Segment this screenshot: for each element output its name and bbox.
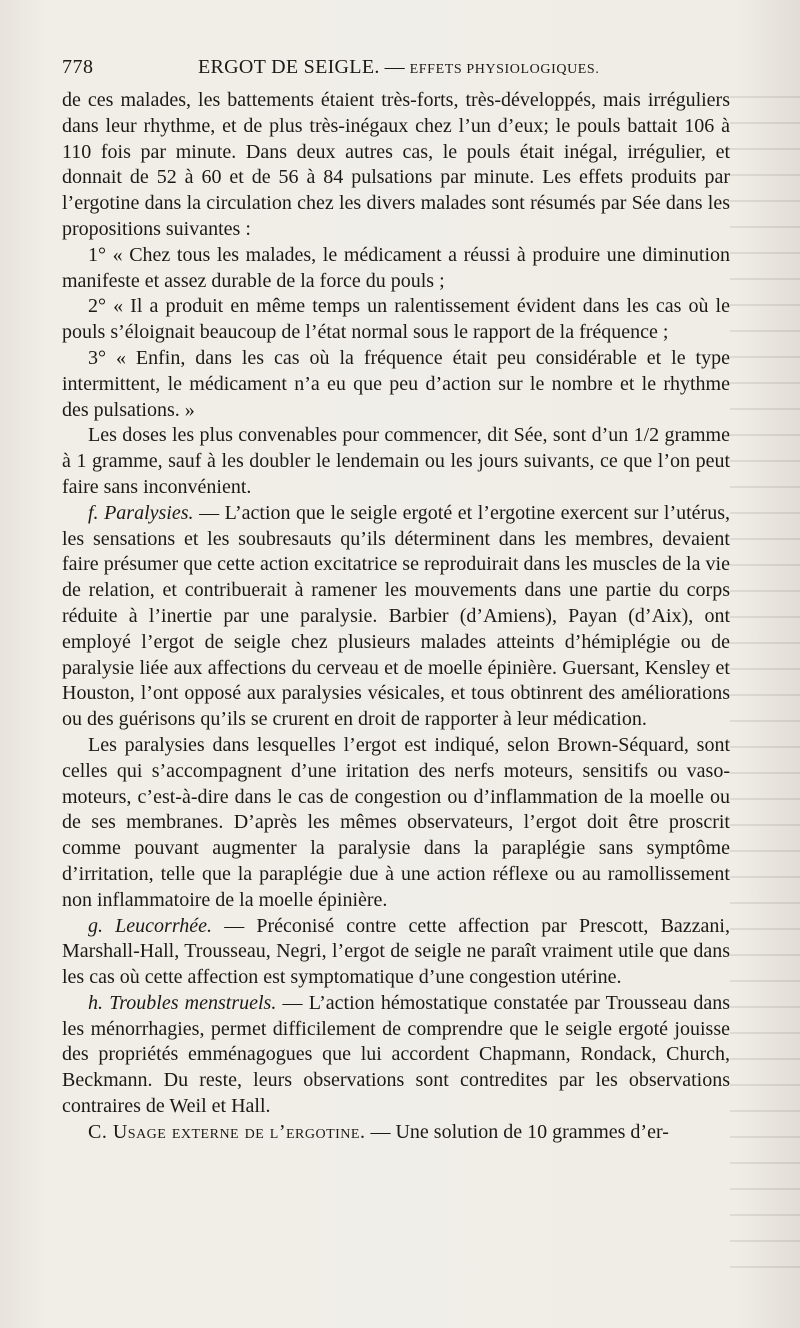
section-leucorrhee [62,914,730,991]
section-text-paralysies: — L’action que le seigle ergoté et l’ergotine exercent sur l’utérus, les sensations et les soubresauts qu’ils déterminent dans les membres, devaient faire présumer que cette action excitatrice se reproduirait dans les muscles de la vie de relation, et contribuerait à ramener les mouvements dans une partie du corps réduite à l’inertie par une paralysie. Barbier (d’Amiens), Payan (d’Aix), ont employé l’ergot de seigle chez plusieurs malades atteints d’hémiplégie ou de paralysie liée aux affections du cerveau et de moelle épinière. Guersant, Kensley et Houston, l’ont opposé aux paralysies vésicales, et tous obtinrent des améliorations ou des guérisons qu’ils se crurent en droit de rapporter à leur médication. [62,501,730,731]
running-title-separator: — [379,56,410,78]
page-header [62,56,730,84]
section-heading-leucorrhee: g. Leucorrhée. [88,914,213,937]
proposition-2: 2° « Il a produit en même temps un ralentissement évident dans les cas où le pouls s’éloignait beaucoup de l’état normal sous le rapport de la fréquence ; [62,295,730,344]
running-title-sub: EFFETS PHYSIOLOGIQUES. [409,62,600,77]
section-troubles-menstruels [62,991,730,1120]
paragraph-doses: Les doses les plus convenables pour commencer, dit Sée, sont d’un 1/2 gramme à 1 gramme, sauf à les doubler le lendemain ou les jours suivants, ce que l’on peut faire sans inconvénient. [62,424,730,498]
paragraph-circulation: de ces malades, les battements étaient très-forts, très-développés, mais irréguliers dans leur rhythme, et de plus très-inégaux chez l’un d’eux; le pouls battait 106 à 110 fois par minute. Dans deux autres cas, le pouls était inégal, irrégulier, et donnait de 52 à 60 et de 56 à 84 pulsations par minute. Les effets produits par l’ergotine dans la circulation chez les divers malades sont résumés par Sée dans les propositions suivantes : [62,89,730,240]
proposition-3: 3° « Enfin, dans les cas où la fréquence était peu considérable et le type intermittent, le médicament n’a eu que peu d’action sur le nombre et le rhythme des pulsations. » [62,346,730,421]
section-paralysies [62,501,730,733]
body-text [62,88,730,1146]
page-number: 778 [62,56,94,78]
show-through-texture [730,96,800,1276]
running-title-main: ERGOT DE SEIGLE. [198,56,380,78]
section-text-troubles: — L’action hémostatique constatée par Trousseau dans les ménorrhagies, permet difficilement de comprendre que le seigle ergoté jouisse des propriétés emménagogues que lui accordent Chapmann, Rondack, Church, Beckmann. Du reste, leurs observations sont contredites par les observations contraires de Weil et Hall. [62,991,731,1118]
section-heading-troubles: h. Troubles menstruels. [88,991,277,1014]
proposition-1: 1° « Chez tous les malades, le médicament a réussi à produire une diminution manifeste et assez durable de la force du pouls ; [62,243,730,292]
paragraph-brown-sequard: Les paralysies dans lesquelles l’ergot est indiqué, selon Brown-Séquard, sont celles qui s’accompagnent d’une iritation des nerfs moteurs, sensitifs ou vaso-moteurs, c’est-à-dire dans le cas de congestion ou d’inflammation de la moelle ou de ses membranes. D’après les mêmes observateurs, l’ergot doit être proscrit comme pouvant augmenter la paralysie dans la paraplégie sans symptôme d’irritation, telle que la paraplégie due à une action réflexe ou au ramollissement non inflammatoire de la moelle épinière. [62,733,730,911]
running-title [198,56,599,79]
section-usage-externe [62,1120,730,1146]
section-heading-paralysies: f. Paralysies. [88,501,194,524]
section-text-leucorrhee: — Préconisé contre cette affection par Prescott, Bazzani, Marshall-Hall, Trousseau, Negri, l’ergot de seigle ne paraît vraiment utile que dans les cas où cette affection est symptomatique d’une congestion utérine. [62,914,730,989]
section-heading-usage-externe: C. Usage externe de l’ergotine. [88,1120,366,1143]
section-text-usage-externe: — Une solution de 10 grammes d’er- [365,1120,669,1143]
